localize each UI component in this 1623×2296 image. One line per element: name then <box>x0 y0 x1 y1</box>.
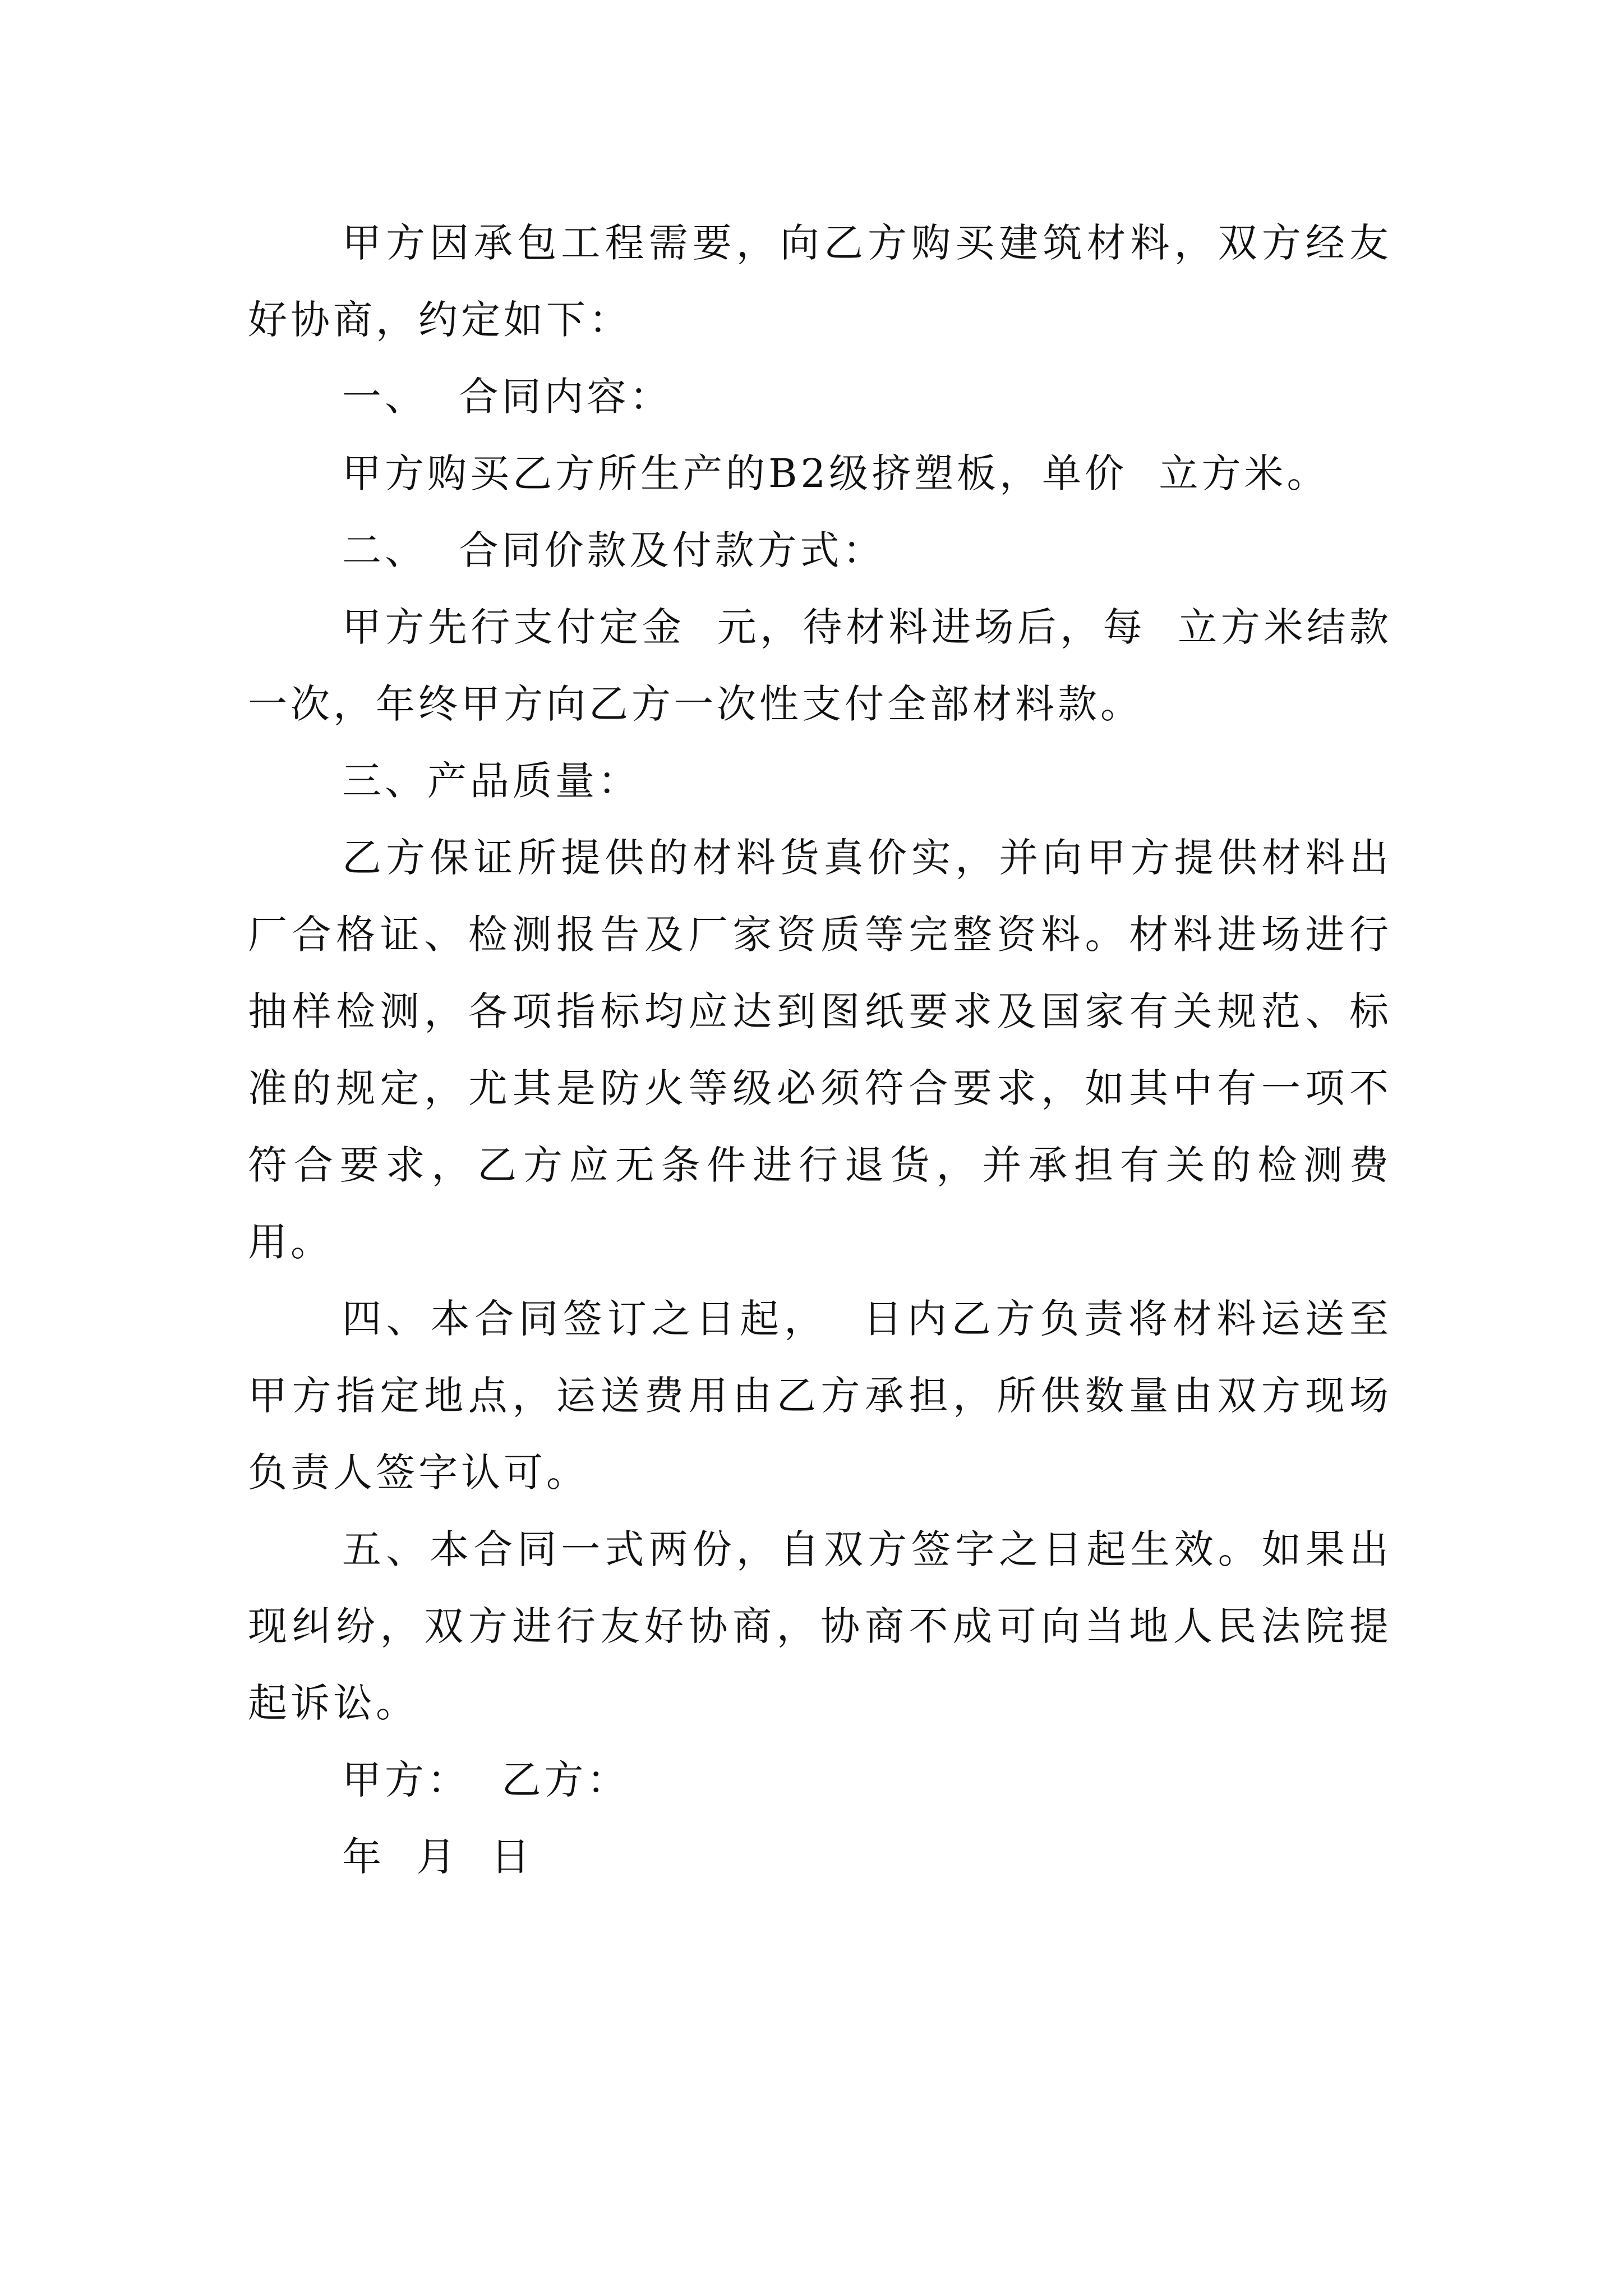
effect-dispute-clause-paragraph: 五、本合同一式两份，自双方签字之日起生效。如果出现纠纷，双方进行友好协商，协商不成可向当地人民法院提起诉讼。 <box>248 1526 1392 1726</box>
contract-content-paragraph: 甲方购买乙方所生产的B2级挤塑板，单价 立方米。 <box>342 450 1330 496</box>
document-body <box>248 205 1392 1895</box>
section-heading-contract-content: 一、 合同内容： <box>342 374 672 420</box>
date-line: 年 月 日 <box>342 1834 534 1880</box>
section-heading-product-quality: 三、产品质量： <box>342 758 640 804</box>
signature-line: 甲方： 乙方： <box>342 1757 630 1803</box>
price-payment-paragraph: 甲方先行支付定金 元，待材料进场后，每 立方米结款一次，年终甲方向乙方一次性支付全部材料款。 <box>248 604 1392 727</box>
intro-paragraph: 甲方因承包工程需要，向乙方购买建筑材料，双方经友好协商，约定如下： <box>248 220 1392 343</box>
section-heading-price-payment: 二、 合同价款及付款方式： <box>342 527 886 573</box>
delivery-clause-paragraph: 四、本合同签订之日起， 日内乙方负责将材料运送至甲方指定地点，运送费用由乙方承担，所供数量由双方现场负责人签字认可。 <box>248 1296 1392 1496</box>
product-quality-paragraph: 乙方保证所提供的材料货真价实，并向甲方提供材料出厂合格证、检测报告及厂家资质等完整资料。材料进场进行抽样检测，各项指标均应达到图纸要求及国家有关规范、标准的规定，尤其是防火等级必须符合要求，如其中有一项不符合要求，乙方应无条件进行退货，并承担有关的检测费用。 <box>248 835 1392 1265</box>
